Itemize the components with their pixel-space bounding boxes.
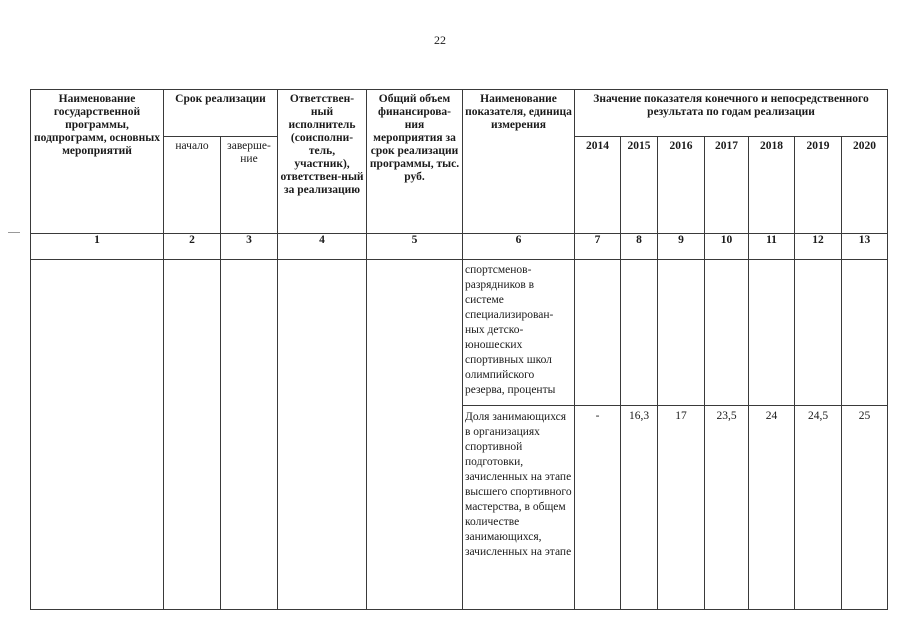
- column-number: 4: [278, 234, 367, 260]
- header-period: Срок реализации: [164, 90, 278, 137]
- column-number: 10: [705, 234, 749, 260]
- column-number: 9: [658, 234, 705, 260]
- funding-cell: [367, 260, 463, 610]
- value-cell: 24,5: [795, 406, 842, 610]
- page-number: 22: [434, 33, 446, 47]
- indicator-cell: Доля занимающихся в организациях спортивной подготовки, зачисленных на этапе высшего спортивного мастерства, в общем количестве занимающихся, зачисленных на этапе: [463, 406, 575, 610]
- header-year-2018: 2018: [749, 137, 795, 234]
- header-indicator: Наименование показателя, единица измерения: [463, 90, 575, 234]
- column-number: 12: [795, 234, 842, 260]
- executor-cell: [278, 260, 367, 610]
- header-program-name: Наименование государственной программы, подпрограмм, основных мероприятий: [31, 90, 164, 234]
- value-cell: 16,3: [621, 406, 658, 610]
- header-period-end: заверше-ние: [221, 137, 278, 234]
- header-year-2017: 2017: [705, 137, 749, 234]
- indicator-cell: спортсменов-разрядников в системе специализирован-ных детско-юношеских спортивных школ олимпийского резерва, проценты: [463, 260, 575, 406]
- column-number: 3: [221, 234, 278, 260]
- value-cell: [658, 260, 705, 406]
- value-cell: [621, 260, 658, 406]
- program-name-cell: [31, 260, 164, 610]
- column-number: 5: [367, 234, 463, 260]
- header-year-2014: 2014: [575, 137, 621, 234]
- header-funding: Общий объем финансирова-ния мероприятия за срок реализации программы, тыс. руб.: [367, 90, 463, 234]
- value-cell: [705, 260, 749, 406]
- header-year-2015: 2015: [621, 137, 658, 234]
- column-number: 6: [463, 234, 575, 260]
- header-year-2016: 2016: [658, 137, 705, 234]
- indicator-table: [30, 89, 888, 610]
- value-cell: 24: [749, 406, 795, 610]
- header-year-2020: 2020: [842, 137, 888, 234]
- period-end-cell: [221, 260, 278, 610]
- value-cell: [842, 260, 888, 406]
- period-start-cell: [164, 260, 221, 610]
- column-number: 8: [621, 234, 658, 260]
- column-number: 13: [842, 234, 888, 260]
- value-cell: 23,5: [705, 406, 749, 610]
- header-executor: Ответствен-ный исполнитель (соисполни-тель, участник), ответствен-ный за реализацию: [278, 90, 367, 234]
- column-number: 2: [164, 234, 221, 260]
- value-cell: [795, 260, 842, 406]
- value-cell: 17: [658, 406, 705, 610]
- column-number: 11: [749, 234, 795, 260]
- margin-mark: [8, 232, 20, 233]
- column-number: 1: [31, 234, 164, 260]
- header-year-2019: 2019: [795, 137, 842, 234]
- header-period-start: начало: [164, 137, 221, 234]
- value-cell: -: [575, 406, 621, 610]
- value-cell: 25: [842, 406, 888, 610]
- header-values-title: Значение показателя конечного и непосредственного результата по годам реализации: [575, 90, 888, 137]
- column-number: 7: [575, 234, 621, 260]
- value-cell: [575, 260, 621, 406]
- value-cell: [749, 260, 795, 406]
